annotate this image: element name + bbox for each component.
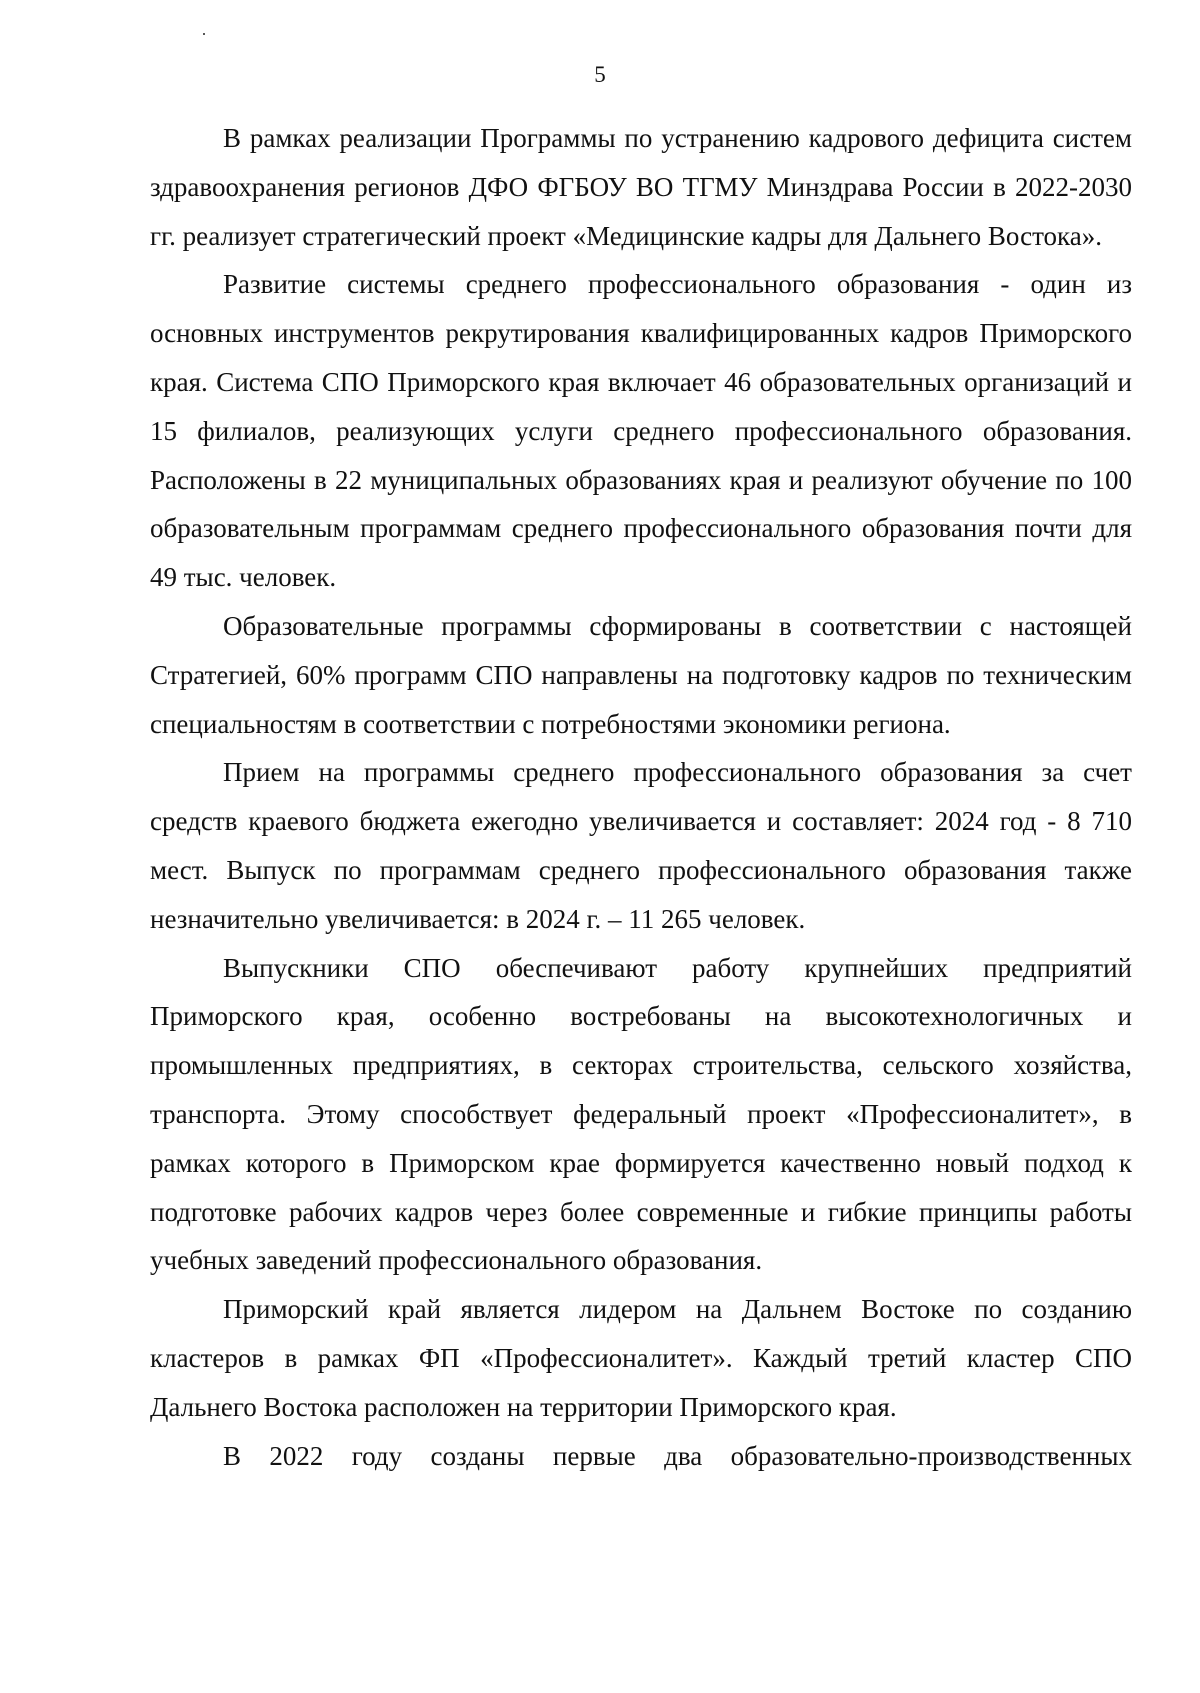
paragraph-cluster-leadership: Приморский край является лидером на Дальнем Востоке по созданию кластеров в рамках ФП «Профессионалитет». Каждый третий кластер СПО Дальнего Востока расположен на территории Приморского края. <box>150 1294 1132 1422</box>
page-number: 5 <box>594 62 606 87</box>
scan-speck <box>203 33 205 35</box>
paragraph-educational-programs: Образовательные программы сформированы в соответствии с настоящей Стратегией, 60% программ СПО направлены на подготовку кадров по техническим специальностям в соответствии с потребностями экономики региона. <box>150 610 1132 739</box>
document-body <box>150 114 1132 1480</box>
paragraph-spo-system: Развитие системы среднего профессионального образования - один из основных инструментов рекрутирования квалифицированных кадров Приморского края. Система СПО Приморского края включает 46 образовательных организаций и 15 филиалов, реализующих услуги среднего профессионального образования. Расположены в 22 муниципальных образованиях края и реализуют обучение по 100 образовательным программам среднего профессионального образования почти для 49 тыс. человек. <box>150 269 1132 593</box>
paragraph-admission-graduation: Прием на программы среднего профессионального образования за счет средств краевого бюджета ежегодно увеличивается и составляет: 2024 год - 8 710 мест. Выпуск по программам среднего профессионального образования также незначительно увеличивается: в 2024 г. – 11 265 человек. <box>150 757 1132 934</box>
paragraph-2022-clusters: В 2022 году созданы первые два образовательно-производственных <box>223 1440 1132 1471</box>
paragraph-spo-graduates: Выпускники СПО обеспечивают работу крупнейших предприятий Приморского края, особенно востребованы на высокотехнологичных и промышленных предприятиях, в секторах строительства, сельского хозяйства, транспорта. Этому способствует федеральный проект «Профессионалитет», в рамках которого в Приморском крае формируется качественно новый подход к подготовке рабочих кадров через более современные и гибкие принципы работы учебных заведений профессионального образования. <box>150 952 1132 1276</box>
paragraph-medical-personnel-project: В рамках реализации Программы по устранению кадрового дефицита систем здравоохранения регионов ДФО ФГБОУ ВО ТГМУ Минздрава России в 2022-2030 гг. реализует стратегический проект «Медицинские кадры для Дальнего Востока». <box>150 123 1132 251</box>
